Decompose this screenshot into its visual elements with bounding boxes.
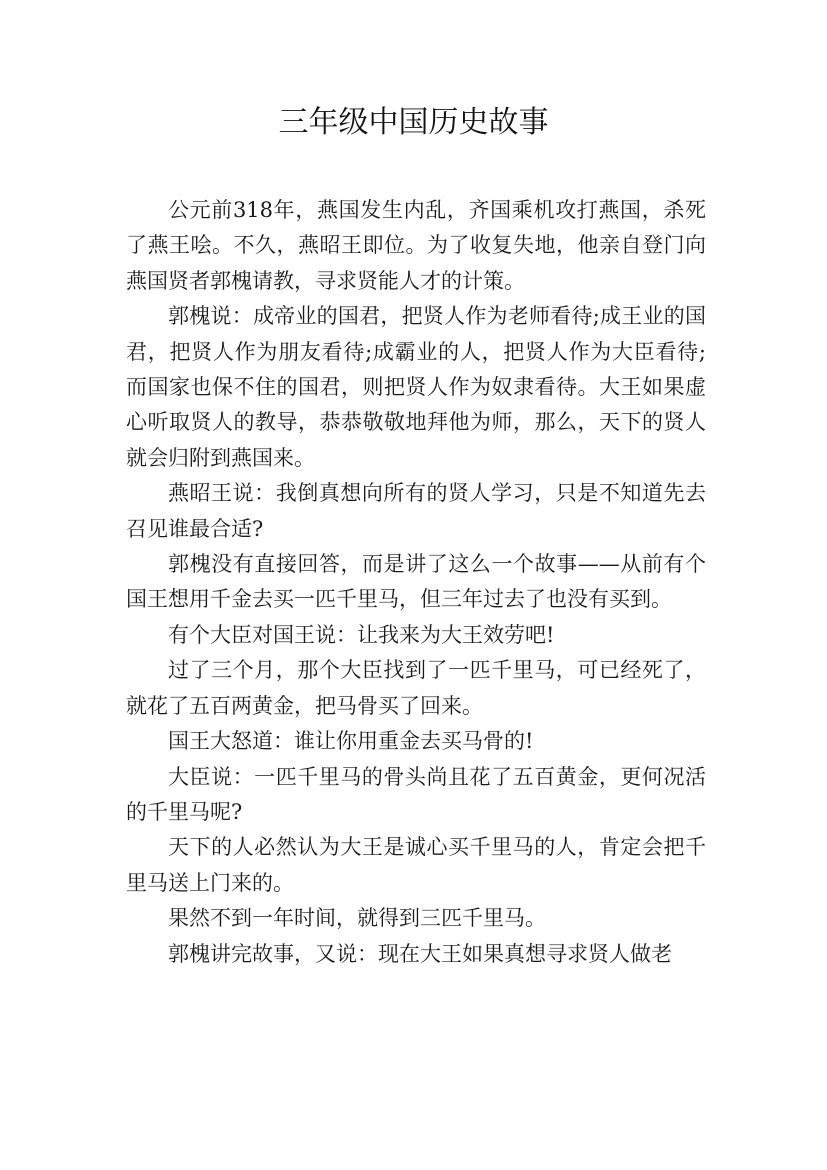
paragraph: 天下的人必然认为大王是诚心买千里马的人，肯定会把千里马送上门来的。: [126, 835, 706, 895]
paragraph: 公元前318年，燕国发生内乱，齐国乘机攻打燕国，杀死了燕王哙。不久，燕昭王即位。为了收复失地，他亲自登门向燕国贤者郭槐请教，寻求贤能人才的计策。: [126, 198, 706, 293]
paragraph: 燕昭王说：我倒真想向所有的贤人学习，只是不知道先去召见谁最合适?: [126, 481, 706, 541]
paragraph: 国王大怒道：谁让你用重金去买马骨的!: [168, 729, 534, 754]
paragraph: 过了三个月，那个大臣找到了一匹千里马，可已经死了，就花了五百两黄金，把马骨买了回来。: [126, 658, 706, 718]
paragraph: 果然不到一年时间，就得到三匹千里马。: [168, 906, 546, 931]
document-title: 三年级中国历史故事: [278, 105, 549, 140]
paragraph: 郭槐没有直接回答，而是讲了这么一个故事——从前有个国王想用千金去买一匹千里马，但三年过去了也没有买到。: [126, 552, 706, 612]
paragraph: 郭槐说：成帝业的国君，把贤人作为老师看待;成王业的国君，把贤人作为朋友看待;成霸业的人，把贤人作为大臣看待;而国家也保不住的国君，则把贤人作为奴隶看待。大王如果虚心听取贤人的教导，恭恭敬敬地拜他为师，那么，天下的贤人就会归附到燕国来。: [126, 304, 706, 470]
paragraph: 大臣说：一匹千里马的骨头尚且花了五百黄金，更何况活的千里马呢?: [126, 764, 706, 824]
document-body: [126, 193, 706, 972]
paragraph: 郭槐讲完故事，又说：现在大王如果真想寻求贤人做老: [168, 941, 672, 966]
paragraph: 有个大臣对国王说：让我来为大王效劳吧!: [168, 622, 555, 647]
